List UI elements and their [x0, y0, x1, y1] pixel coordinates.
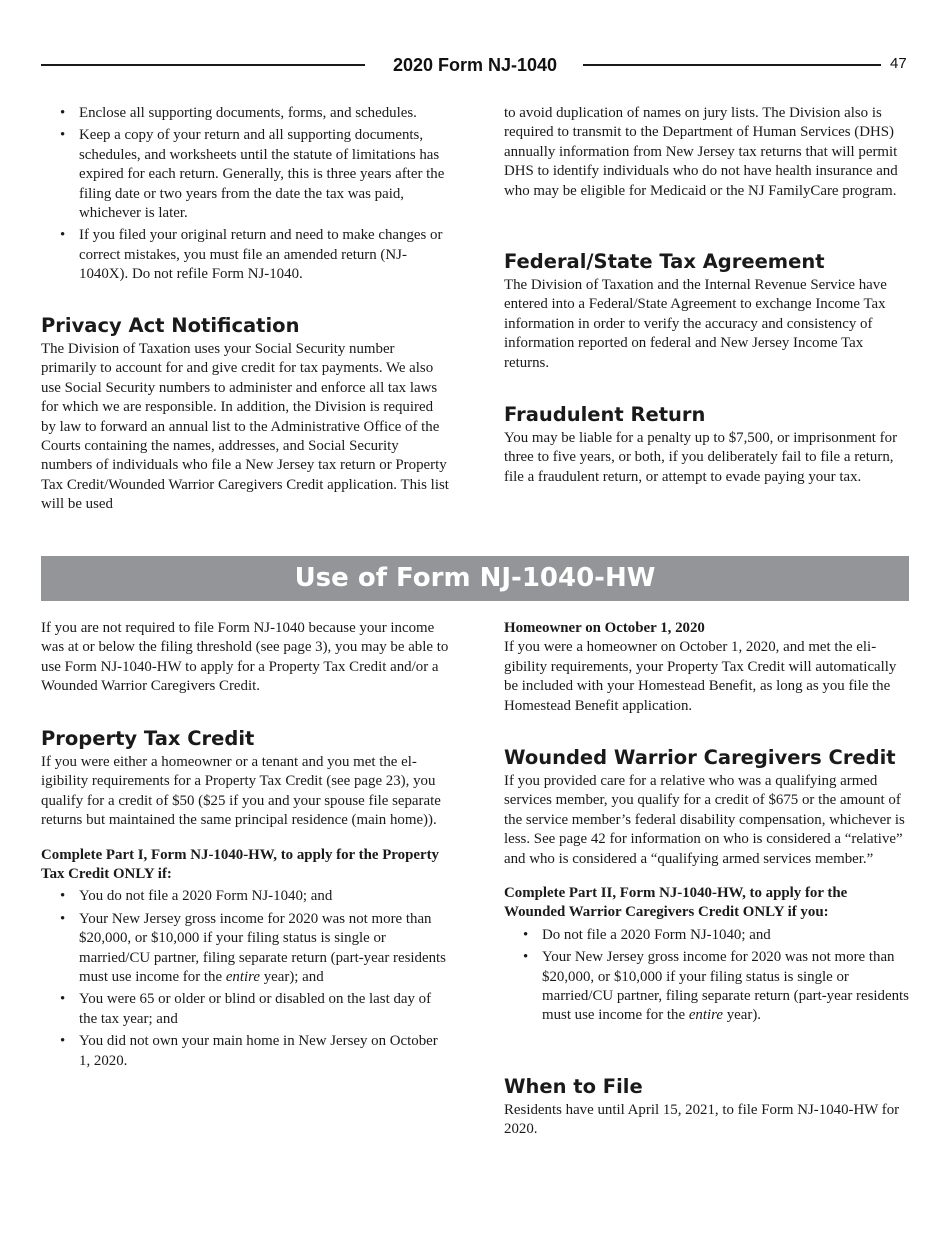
top-left-column	[41, 104, 449, 288]
privacy-heading: Privacy Act Notification	[41, 314, 300, 337]
page-title: 2020 Form NJ-1040	[392, 55, 558, 75]
bullet-icon: •	[60, 227, 66, 244]
list-item: • Do not file a 2020 Form NJ-1040; and	[504, 926, 909, 945]
fraudulent-return-heading: Fraudulent Return	[504, 403, 706, 426]
hw-intro: If you are not required to file Form NJ-1040 because your income was at or below the filing threshold (see page 3), you may be able to use Form NJ-1040-HW to apply for a Property Tax Credit and/or a Wounded Warrior Caregivers Credit.	[41, 620, 449, 695]
part-one-requirements	[41, 887, 449, 1071]
homeowner-body: If you were a homeowner on October 1, 2020, and met the eligibility requirements, your Property Tax Credit will automatically be included with your Homestead Benefit, as long as you file the Homestead Benefit application.	[504, 639, 897, 714]
bullet-icon: •	[523, 949, 529, 966]
part-one-heading: Complete Part I, Form NJ-1040-HW, to apply for the Property Tax Credit ONLY if:	[41, 846, 439, 883]
homeowner-section	[504, 619, 909, 716]
section-banner: Use of Form NJ-1040-HW	[41, 556, 909, 601]
property-tax-credit-heading: Property Tax Credit	[41, 727, 255, 750]
part-two-requirements	[504, 926, 909, 1026]
part-two-heading: Complete Part II, Form NJ-1040-HW, to apply for the Wounded Warrior Caregivers Credit ONLY if you:	[504, 885, 848, 921]
bullet-icon: •	[60, 127, 66, 144]
header-rule-left	[41, 64, 365, 66]
list-item: • Your New Jersey gross income for 2020 was not more than $20,000, or $10,000 if your filing status is single or married/CU partner, filing separate return (part-year residents must use income for the entire year); and	[60, 910, 446, 986]
privacy-body: The Division of Taxation uses your Social Security number primarily to account for and give credit for tax payments. We also use Social Security numbers to administer and enforce all tax laws for which we are responsible. In addition, the Division is required by law to forward an annual list to the Administrative Office of the Courts containing the names, addresses, and Social Security numbers of individuals who file a New Jersey tax return or Property Tax Credit/Wounded Warrior Caregivers Credit application. This list will be used	[41, 341, 449, 513]
bullet-icon: •	[60, 1033, 66, 1050]
filing-tips-list	[41, 104, 449, 285]
wounded-warrior-body: If you provided care for a relative who was a qualifying armed services member, you qualify for a credit of $675 or the amount of the service member’s federal disability compensation, whichever is less. See page 42 for information on who is considered a “relative” and who is considered a “qualifying armed services member.”	[504, 773, 905, 867]
list-item: • Enclose all supporting documents, forms, and schedules.	[41, 104, 449, 123]
bullet-icon: •	[60, 991, 66, 1008]
federal-agreement-body: The Division of Taxation and the Internal Revenue Service have entered into a Federal/State Agreement to exchange Income Tax information in order to verify the accuracy and consistency of information reported on federal and New Jersey Income Tax returns.	[504, 277, 887, 371]
list-item: • You did not own your main home in New Jersey on October 1, 2020.	[60, 1033, 438, 1069]
bullet-icon: •	[60, 888, 66, 905]
fraudulent-return-section	[504, 402, 909, 487]
list-item: • You were 65 or older or blind or disabled on the last day of the tax year; and	[60, 991, 432, 1027]
fraudulent-return-body: You may be liable for a penalty up to $7,500, or imprisonment for three to five years, or both, if you deliberately fail to file a return, file a fraudulent return, or attempt to evade paying your tax.	[504, 430, 898, 485]
bullet-icon: •	[523, 926, 529, 943]
property-tax-credit-section	[41, 726, 449, 1074]
wounded-warrior-heading: Wounded Warrior Caregivers Credit	[504, 746, 896, 769]
page-number: 47	[890, 55, 907, 72]
when-to-file-section	[504, 1074, 909, 1140]
homeowner-heading: Homeowner on October 1, 2020	[504, 620, 705, 636]
privacy-section	[41, 313, 449, 515]
list-item: • If you filed your original return and need to make changes or correct mistakes, you must file an amended return (NJ-1040X). Do not refile Form NJ-1040.	[60, 227, 443, 283]
when-to-file-heading: When to File	[504, 1075, 643, 1098]
bullet-icon: •	[60, 910, 66, 927]
list-item: • You do not file a 2020 Form NJ-1040; and	[41, 887, 449, 906]
federal-agreement-heading: Federal/State Tax Agreement	[504, 250, 825, 273]
federal-agreement-section	[504, 249, 909, 373]
privacy-continuation: to avoid duplication of names on jury lists. The Division also is required to transmit to the Department of Human Services (DHS) annually information from New Jersey tax returns that will permit DHS to identify individuals who do not have health insurance and who may be eligible for Medicaid or the NJ FamilyCare program.	[504, 105, 898, 199]
when-to-file-body: Residents have until April 15, 2021, to file Form NJ-1040-HW for 2020.	[504, 1102, 900, 1138]
property-tax-credit-body: If you were either a homeowner or a tenant and you met the eligibility requirements for a Property Tax Credit (see page 23), you qualify for a credit of $50 ($25 if you and your spouse file separate returns but maintained the same principal residence (main home)).	[41, 754, 441, 829]
bullet-icon: •	[60, 105, 66, 121]
list-item: • Your New Jersey gross income for 2020 was not more than $20,000, or $10,000 if your filing status is single or married/CU partner, filing separate return (part-year residents must use income for the entire year).	[523, 949, 909, 1024]
header-rule-right	[583, 64, 881, 66]
list-item: • Keep a copy of your return and all supporting documents, schedules, and worksheets until the statute of limitations has expired for each return. Generally, this is three years after the filing date or two years from the date the tax was paid, whichever is later.	[60, 127, 445, 222]
wounded-warrior-section	[504, 745, 909, 1029]
